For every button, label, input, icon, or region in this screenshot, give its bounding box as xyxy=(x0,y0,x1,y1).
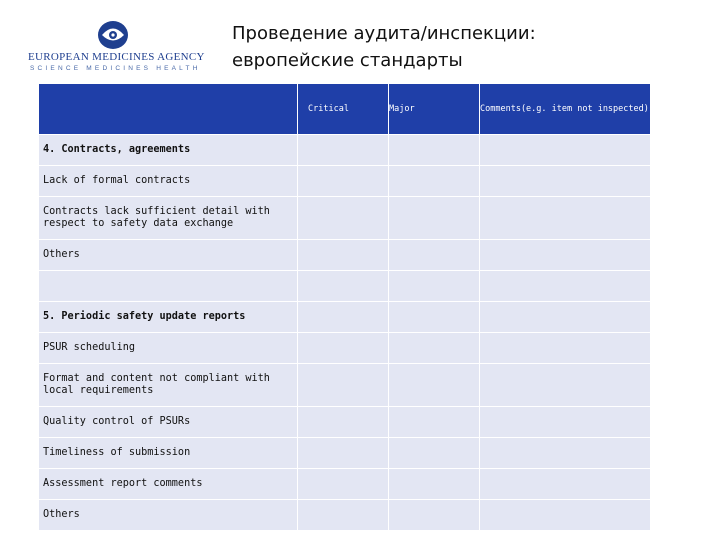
header-label xyxy=(39,84,298,135)
comments-cell[interactable] xyxy=(480,271,651,302)
table-row xyxy=(39,197,651,240)
critical-cell[interactable] xyxy=(298,333,389,364)
header-critical: Critical xyxy=(298,84,389,135)
row-label: Timeliness of submission xyxy=(39,438,298,469)
critical-cell[interactable] xyxy=(298,407,389,438)
table-row xyxy=(39,438,651,469)
critical-cell[interactable] xyxy=(298,438,389,469)
comments-cell[interactable] xyxy=(480,333,651,364)
comments-cell[interactable] xyxy=(480,500,651,531)
major-cell[interactable] xyxy=(389,166,480,197)
table-row xyxy=(39,271,651,302)
comments-cell[interactable] xyxy=(480,364,651,407)
row-label: PSUR scheduling xyxy=(39,333,298,364)
comments-cell[interactable] xyxy=(480,469,651,500)
major-cell[interactable] xyxy=(389,500,480,531)
ema-logo xyxy=(28,18,205,78)
comments-cell[interactable] xyxy=(480,438,651,469)
major-cell[interactable] xyxy=(389,197,480,240)
major-cell[interactable] xyxy=(389,135,480,166)
comments-cell[interactable] xyxy=(480,240,651,271)
table-row xyxy=(39,166,651,197)
row-label: Quality control of PSURs xyxy=(39,407,298,438)
critical-cell[interactable] xyxy=(298,271,389,302)
table-header xyxy=(39,84,651,135)
header-comments: Comments(e.g. item not inspected) xyxy=(480,84,651,135)
major-cell[interactable] xyxy=(389,469,480,500)
table-row xyxy=(39,135,651,166)
row-label: Assessment report comments xyxy=(39,469,298,500)
row-label: Others xyxy=(39,240,298,271)
major-cell[interactable] xyxy=(389,333,480,364)
table-row xyxy=(39,302,651,333)
logo-name: EUROPEAN MEDICINES AGENCY xyxy=(28,51,205,63)
page-title xyxy=(232,20,536,74)
row-label: Others xyxy=(39,500,298,531)
critical-cell[interactable] xyxy=(298,302,389,333)
comments-cell[interactable] xyxy=(480,135,651,166)
title-line-1: Проведение аудита/инспекции: xyxy=(232,23,536,44)
critical-cell[interactable] xyxy=(298,469,389,500)
row-label xyxy=(39,271,298,302)
major-cell[interactable] xyxy=(389,240,480,271)
major-cell[interactable] xyxy=(389,302,480,333)
table-row xyxy=(39,407,651,438)
table-row xyxy=(39,333,651,364)
header-major: Major xyxy=(389,84,480,135)
table-row xyxy=(39,469,651,500)
major-cell[interactable] xyxy=(389,364,480,407)
comments-cell[interactable] xyxy=(480,407,651,438)
title-line-2: европейские стандарты xyxy=(232,50,463,71)
critical-cell[interactable] xyxy=(298,500,389,531)
critical-cell[interactable] xyxy=(298,197,389,240)
major-cell[interactable] xyxy=(389,271,480,302)
logo-tagline: SCIENCE MEDICINES HEALTH xyxy=(30,65,201,72)
row-label: Format and content not compliant with local requirements xyxy=(39,364,298,407)
row-label: 5. Periodic safety update reports xyxy=(39,302,298,333)
ema-emblem-icon xyxy=(88,18,138,52)
row-label: Contracts lack sufficient detail with respect to safety data exchange xyxy=(39,197,298,240)
critical-cell[interactable] xyxy=(298,240,389,271)
critical-cell[interactable] xyxy=(298,135,389,166)
row-label: 4. Contracts, agreements xyxy=(39,135,298,166)
table-row xyxy=(39,240,651,271)
critical-cell[interactable] xyxy=(298,364,389,407)
row-label: Lack of formal contracts xyxy=(39,166,298,197)
major-cell[interactable] xyxy=(389,438,480,469)
comments-cell[interactable] xyxy=(480,302,651,333)
major-cell[interactable] xyxy=(389,407,480,438)
critical-cell[interactable] xyxy=(298,166,389,197)
table-row xyxy=(39,364,651,407)
table-row xyxy=(39,500,651,531)
comments-cell[interactable] xyxy=(480,197,651,240)
comments-cell[interactable] xyxy=(480,166,651,197)
audit-table xyxy=(38,83,651,531)
